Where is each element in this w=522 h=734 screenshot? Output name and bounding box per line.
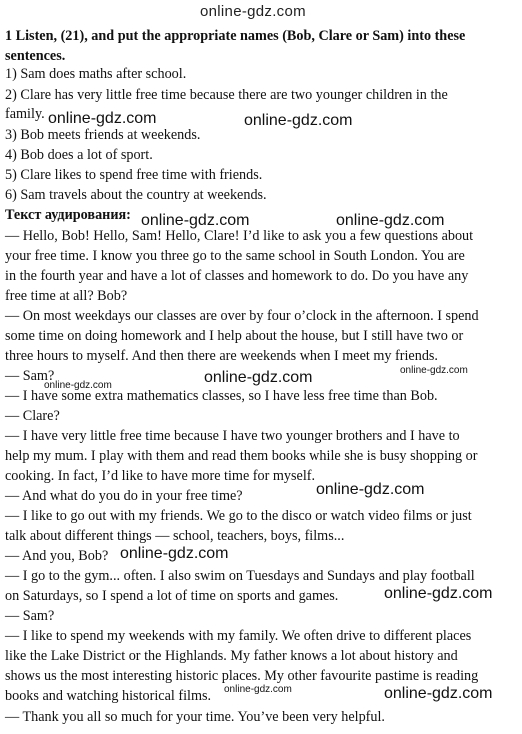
watermark: online-gdz.com [336, 212, 445, 229]
sentence-4: 4) Bob does a lot of sport. [5, 147, 153, 163]
sentence-5: 5) Clare likes to spend free time with friends. [5, 167, 263, 183]
watermark-top: online-gdz.com [200, 3, 306, 20]
watermark: online-gdz.com [204, 369, 313, 386]
sentence-2-cont: family. [5, 106, 45, 122]
sentence-6: 6) Sam travels about the country at weekends. [5, 187, 267, 203]
transcript-line: — I have very little free time because I have two younger brothers and I have to [5, 428, 460, 444]
transcript-line: like the Lake District or the Highlands. My father knows a lot about history and [5, 648, 458, 664]
transcript-line: three hours to myself. And then there are weekends when I meet my friends. [5, 348, 438, 364]
watermark: online-gdz.com [400, 365, 468, 376]
transcript-line: shows us the most interesting historic places. My other favourite pastime is reading [5, 668, 479, 684]
transcript-line: — And you, Bob? [5, 548, 109, 564]
watermark: online-gdz.com [384, 585, 493, 602]
transcript-line: — Clare? [5, 408, 60, 424]
transcript-line: — I have some extra mathematics classes, so I have less free time than Bob. [5, 388, 438, 404]
watermark: online-gdz.com [44, 380, 112, 391]
transcript-line: — I like to go out with my friends. We go to the disco or watch video films or just [5, 508, 472, 524]
transcript-line: free time at all? Bob? [5, 288, 128, 304]
watermark: online-gdz.com [224, 684, 292, 695]
transcript-line: — Hello, Bob! Hello, Sam! Hello, Clare! I’d like to ask you a few questions about [5, 228, 474, 244]
transcript-line: — Sam? [5, 368, 55, 384]
transcript-line: — On most weekdays our classes are over by four o’clock in the afternoon. I spend [5, 308, 479, 324]
transcript-line: help my mum. I play with them and read them books while she is busy shopping or [5, 448, 478, 464]
sentence-3: 3) Bob meets friends at weekends. [5, 127, 201, 143]
sentence-2: 2) Clare has very little free time because there are two younger children in the [5, 87, 448, 103]
transcript-line: books and watching historical films. [5, 688, 212, 704]
transcript-line: — And what do you do in your free time? [5, 488, 243, 504]
sentence-1: 1) Sam does maths after school. [5, 66, 187, 82]
transcript-line: — I go to the gym... often. I also swim on Tuesdays and Sundays and play football [5, 568, 475, 584]
watermark: online-gdz.com [244, 112, 353, 129]
transcript-line: your free time. I know you three go to the same school in South London. You are [5, 248, 465, 264]
transcript-line: — I like to spend my weekends with my family. We often drive to different places [5, 628, 472, 644]
transcript-line: some time on doing homework and I help about the house, but I still have two or [5, 328, 464, 344]
watermark: online-gdz.com [120, 545, 229, 562]
task-heading-cont: sentences. [5, 48, 66, 64]
transcript-line: — Sam? [5, 608, 55, 624]
watermark: online-gdz.com [48, 110, 157, 127]
watermark: online-gdz.com [316, 481, 425, 498]
transcript-line: — Thank you all so much for your time. You’ve been very helpful. [5, 709, 385, 725]
transcript-line: on Saturdays, so I spend a lot of time on sports and games. [5, 588, 339, 604]
transcript-heading: Текст аудирования: [5, 207, 131, 223]
task-heading: 1 Listen, (21), and put the appropriate names (Bob, Clare or Sam) into these [5, 28, 466, 44]
watermark: online-gdz.com [141, 212, 250, 229]
watermark: online-gdz.com [384, 685, 493, 702]
transcript-line: in the fourth year and have a lot of classes and homework to do. Do you have any [5, 268, 469, 284]
transcript-line: talk about different things — school, teachers, boys, films... [5, 528, 345, 544]
transcript-line: cooking. In fact, I’d like to have more time for myself. [5, 468, 316, 484]
